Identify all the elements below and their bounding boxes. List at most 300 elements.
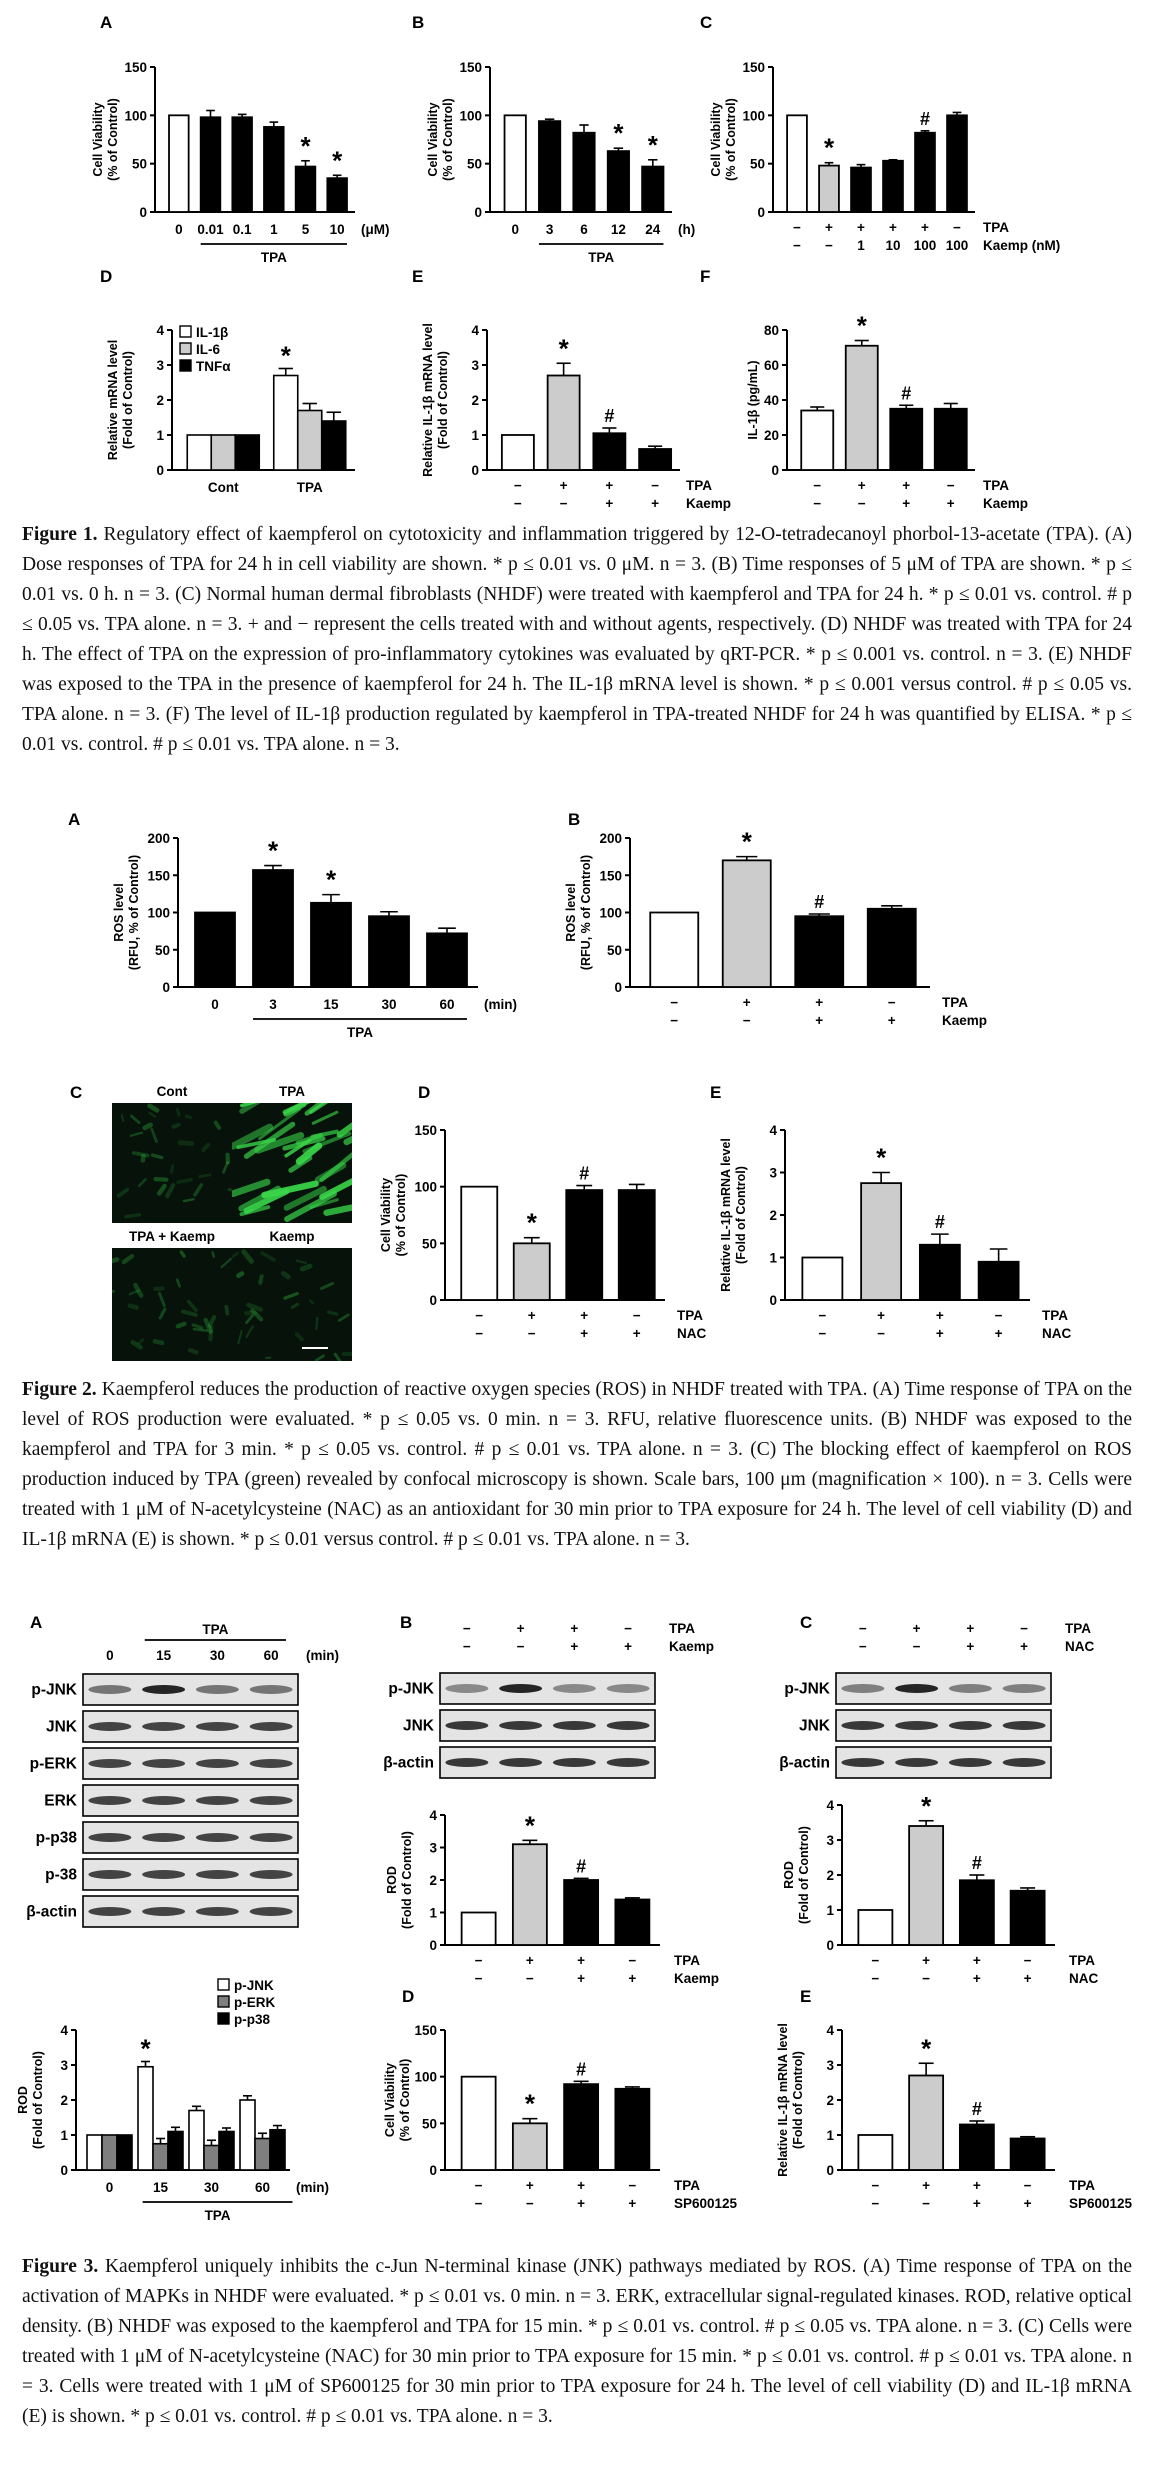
y-tick-label: 0 bbox=[429, 2163, 437, 2178]
blot-band-label: ERK bbox=[44, 1792, 77, 1810]
treatment-sign: − bbox=[474, 1953, 483, 1968]
legend-swatch bbox=[218, 2013, 229, 2024]
treatment-sign: + bbox=[972, 2178, 981, 2193]
treatment-row-label: Kaemp bbox=[686, 496, 732, 511]
treatment-row-label: SP600125 bbox=[1069, 2196, 1133, 2211]
x-tick-label: 0.01 bbox=[197, 222, 224, 237]
legend-label: p-JNK bbox=[234, 1978, 274, 1993]
y-tick-label: 2 bbox=[826, 1868, 834, 1883]
treatment-sign: + bbox=[559, 478, 568, 493]
treatment-sign: + bbox=[577, 2178, 586, 2193]
treatment-row-label: TPA bbox=[1065, 1621, 1091, 1636]
treatment-sign: + bbox=[889, 220, 897, 235]
y-axis-label: Relative IL-1β mRNA level bbox=[421, 323, 435, 477]
blot-band bbox=[88, 1759, 131, 1768]
x-tick-label: 60 bbox=[254, 2180, 271, 2195]
bar bbox=[564, 2084, 598, 2170]
treatment-sign: − bbox=[527, 1326, 536, 1341]
treatment-sign: + bbox=[935, 1326, 944, 1341]
y-axis-label: (% of Control) bbox=[398, 2058, 412, 2142]
y-axis-label: Relative IL-1β mRNA level bbox=[776, 2023, 790, 2177]
bar bbox=[270, 2130, 285, 2170]
treatment-sign: − bbox=[813, 496, 822, 511]
x-tick-label: Cont bbox=[207, 480, 239, 495]
y-axis-label: Relative mRNA level bbox=[106, 339, 120, 461]
y-tick-label: 40 bbox=[763, 393, 779, 408]
treatment-sign: + bbox=[857, 220, 865, 235]
blot-band bbox=[250, 1870, 293, 1879]
panel-label: E bbox=[412, 267, 424, 286]
treatment-row-label: SP600125 bbox=[674, 2196, 738, 2211]
figure-3-panel-c-blot bbox=[779, 1613, 1094, 1778]
blot-band bbox=[88, 1907, 131, 1916]
treatment-sign: − bbox=[513, 478, 522, 493]
treatment-sign: − bbox=[871, 2178, 880, 2193]
significance-star: * bbox=[613, 118, 624, 149]
y-axis-label: ROD bbox=[385, 1866, 399, 1894]
y-tick-label: 200 bbox=[147, 831, 170, 846]
bar bbox=[168, 2132, 183, 2171]
legend-swatch bbox=[218, 1979, 229, 1990]
x-unit-label: (min) bbox=[296, 2180, 329, 2195]
treatment-sign: − bbox=[628, 2178, 637, 2193]
treatment-sign: − bbox=[793, 238, 801, 253]
panel-label: C bbox=[800, 1613, 813, 1632]
treatment-sign: − bbox=[953, 220, 961, 235]
significance-star: * bbox=[140, 2033, 151, 2064]
bar bbox=[858, 2135, 892, 2170]
blot-band bbox=[553, 1758, 596, 1767]
y-axis-label: ROS level bbox=[112, 883, 126, 942]
blot-band bbox=[895, 1758, 938, 1767]
blot-band-label: p-JNK bbox=[784, 1680, 830, 1698]
y-tick-label: 100 bbox=[147, 905, 170, 921]
treatment-sign: − bbox=[818, 1326, 827, 1341]
significance-hash: # bbox=[576, 1856, 587, 1877]
treatment-sign: − bbox=[912, 1639, 921, 1654]
y-tick-label: 0 bbox=[429, 1293, 437, 1308]
treatment-sign: − bbox=[474, 2178, 483, 2193]
y-tick-label: 20 bbox=[763, 428, 779, 443]
x-tick-label: 1 bbox=[270, 222, 278, 237]
significance-star: * bbox=[921, 2033, 932, 2064]
y-axis-label: (Fold of Control) bbox=[31, 2051, 45, 2149]
blot-band bbox=[607, 1758, 650, 1767]
significance-star: * bbox=[876, 1142, 887, 1173]
blot-band bbox=[196, 1907, 239, 1916]
x-tick-label: 30 bbox=[381, 997, 397, 1012]
treatment-sign: − bbox=[871, 1971, 880, 1986]
y-tick-label: 0 bbox=[471, 463, 479, 478]
micrograph-label: TPA + Kaemp bbox=[129, 1229, 215, 1244]
significance-star: * bbox=[524, 1810, 535, 1841]
x-tick-label: 0 bbox=[511, 222, 519, 237]
bar bbox=[138, 2067, 153, 2170]
treatment-sign: − bbox=[858, 1621, 867, 1636]
y-tick-label: 50 bbox=[154, 942, 170, 958]
figure-3-panel-c-chart bbox=[782, 1791, 1098, 1986]
treatment-sign: − bbox=[462, 1621, 471, 1636]
treatment-sign: 10 bbox=[885, 238, 901, 253]
treatment-sign: − bbox=[1020, 1621, 1029, 1636]
blot-band bbox=[142, 1907, 185, 1916]
treatment-sign: − bbox=[516, 1639, 525, 1654]
micrograph-label: Cont bbox=[156, 1084, 188, 1099]
significance-star: * bbox=[526, 1207, 537, 1238]
blot-band-label: p-JNK bbox=[31, 1681, 77, 1699]
significance-star: * bbox=[280, 340, 291, 371]
y-tick-label: 2 bbox=[429, 1873, 437, 1888]
x-tick-label: 15 bbox=[323, 997, 339, 1012]
blot-band bbox=[142, 1833, 185, 1842]
y-tick-label: 3 bbox=[471, 358, 479, 373]
blot-band bbox=[445, 1721, 488, 1730]
treatment-row-label: NAC bbox=[1069, 1971, 1099, 1986]
panel-label: D bbox=[418, 1083, 431, 1102]
blot-band bbox=[142, 1796, 185, 1805]
treatment-sign: + bbox=[1023, 2196, 1032, 2211]
panel-label: D bbox=[100, 267, 113, 286]
blot-band bbox=[949, 1684, 992, 1693]
legend-label: p-ERK bbox=[234, 1995, 276, 2010]
blot-band bbox=[499, 1758, 542, 1767]
treatment-sign: − bbox=[857, 496, 866, 511]
bar bbox=[204, 2146, 219, 2171]
y-tick-label: 0 bbox=[429, 1938, 437, 1953]
panel-label: E bbox=[710, 1083, 722, 1102]
figure-2-caption-text: Kaempferol reduces the production of reactive oxygen species (ROS) in NHDF treated with TPA. (A) Time response of TPA on the level of ROS production were evaluated. * p ≤ 0.05 vs. 0 min. n = 3. RFU, relative fluorescence units. (B) NHDF was exposed to the kaempferol and TPA for 3 min. * p ≤ 0.05 vs. control. # p ≤ 0.01 vs. TPA alone. n = 3. (C) The blocking effect of kaempferol on ROS production induced by TPA (green) revealed by confocal microscopy is shown. Scale bars, 100 μm (magnification × 100). n = 3. Cells were treated with 1 μM of N-acetylcysteine (NAC) as an antioxidant for 30 min prior to TPA exposure for 24 h. The level of cell viability (D) and IL-1β mRNA (E) is shown. * p ≤ 0.01 versus control. # p ≤ 0.01 vs. TPA alone. n = 3. bbox=[22, 1379, 1133, 1550]
y-axis-label: (RFU, % of Control) bbox=[127, 854, 141, 971]
treatment-sign: − bbox=[462, 1639, 471, 1654]
y-axis-label: (% of Control) bbox=[441, 98, 455, 181]
blot-band bbox=[250, 1685, 293, 1694]
bar bbox=[564, 1880, 598, 1945]
bar bbox=[960, 2125, 994, 2171]
treatment-sign: + bbox=[651, 496, 660, 511]
treatment-row-label: TPA bbox=[686, 478, 712, 493]
bar bbox=[909, 2076, 943, 2171]
blot-band bbox=[895, 1721, 938, 1730]
figure-3-panel-b-chart bbox=[385, 1808, 719, 1986]
x-tick-label: 12 bbox=[610, 222, 626, 237]
y-tick-label: 2 bbox=[471, 393, 479, 408]
treatment-sign: + bbox=[972, 2196, 981, 2211]
blot-band bbox=[250, 1722, 293, 1731]
y-tick-label: 150 bbox=[147, 868, 170, 884]
blot-band bbox=[841, 1684, 884, 1693]
significance-hash: # bbox=[971, 2099, 982, 2119]
y-axis-label: (RFU, % of Control) bbox=[579, 854, 593, 971]
treatment-row-label: NAC bbox=[1042, 1326, 1072, 1341]
blot-band bbox=[949, 1758, 992, 1767]
y-axis-label: Relative IL-1β mRNA level bbox=[719, 1138, 733, 1292]
lane-label: 15 bbox=[156, 1648, 172, 1663]
figure-3-panel-b-blot bbox=[383, 1613, 714, 1778]
significance-hash: # bbox=[579, 1163, 590, 1184]
y-tick-label: 100 bbox=[599, 905, 622, 921]
x-tick-label: 3 bbox=[269, 997, 277, 1012]
significance-hash: # bbox=[901, 383, 912, 404]
y-tick-label: 0 bbox=[826, 2163, 834, 2178]
treatment-row-label: TPA bbox=[669, 1621, 695, 1636]
y-tick-label: 150 bbox=[414, 1123, 437, 1138]
y-tick-label: 4 bbox=[429, 1808, 437, 1823]
treatment-sign: − bbox=[651, 478, 660, 493]
y-tick-label: 1 bbox=[826, 1903, 834, 1918]
y-tick-label: 0 bbox=[769, 1293, 777, 1308]
treatment-sign: + bbox=[815, 995, 824, 1010]
treatment-row-label: TPA bbox=[674, 2178, 700, 2193]
treatment-sign: + bbox=[605, 478, 614, 493]
y-axis-label: Cell Viability bbox=[709, 102, 723, 177]
x-tick-label: TPA bbox=[296, 480, 323, 495]
treatment-sign: + bbox=[580, 1326, 589, 1341]
panel-label: C bbox=[70, 1083, 83, 1102]
y-tick-label: 3 bbox=[429, 1840, 437, 1856]
treatment-sign: + bbox=[815, 1013, 824, 1028]
y-axis-label: (% of Control) bbox=[106, 98, 120, 181]
y-tick-label: 0 bbox=[474, 205, 482, 220]
panel-label: F bbox=[700, 267, 711, 286]
treatment-sign: + bbox=[570, 1639, 579, 1654]
bar bbox=[189, 2111, 204, 2171]
significance-star: * bbox=[823, 132, 835, 163]
treatment-sign: + bbox=[580, 1308, 589, 1323]
figure-3-caption-lead: Figure 3. bbox=[22, 2256, 99, 2277]
blot-band-label: β-actin bbox=[383, 1754, 434, 1772]
treatment-sign: + bbox=[972, 1971, 981, 1986]
blot-band bbox=[196, 1759, 239, 1768]
x-tick-label: 3 bbox=[545, 222, 554, 237]
treatment-row-label: TPA bbox=[942, 995, 968, 1010]
significance-star: * bbox=[300, 130, 311, 161]
y-axis-label: Cell Viability bbox=[379, 1177, 393, 1253]
treatment-row-label: Kaemp bbox=[674, 1971, 720, 1986]
x-tick-label: 15 bbox=[152, 2180, 169, 2195]
bar bbox=[1011, 1891, 1045, 1945]
y-tick-label: 4 bbox=[769, 1123, 777, 1138]
bar bbox=[909, 1826, 943, 1945]
treatment-sign: + bbox=[912, 1621, 921, 1636]
figure-2-caption-lead: Figure 2. bbox=[22, 1379, 97, 1400]
treatment-sign: + bbox=[527, 1308, 536, 1323]
y-tick-label: 3 bbox=[826, 1833, 834, 1848]
y-tick-label: 2 bbox=[826, 2093, 834, 2108]
panel-label: B bbox=[568, 810, 581, 829]
blot-band bbox=[142, 1870, 185, 1879]
blot-band-label: JNK bbox=[45, 1718, 77, 1736]
y-tick-label: 0 bbox=[60, 2163, 68, 2178]
treatment-row-label: TPA bbox=[1069, 1953, 1095, 1968]
group-label: TPA bbox=[204, 2208, 231, 2223]
y-tick-label: 4 bbox=[156, 323, 164, 338]
y-tick-label: 3 bbox=[156, 358, 164, 373]
significance-star: * bbox=[921, 1790, 932, 1821]
legend-label: IL-6 bbox=[196, 342, 221, 357]
significance-star: * bbox=[325, 864, 337, 895]
bar bbox=[240, 2100, 255, 2170]
blot-band bbox=[895, 1684, 938, 1693]
panel-label: B bbox=[400, 1613, 413, 1632]
blot-band bbox=[949, 1721, 992, 1730]
blot-band bbox=[142, 1759, 185, 1768]
treatment-row-label: Kaemp bbox=[669, 1639, 715, 1654]
treatment-sign: − bbox=[475, 1326, 484, 1341]
blot-band-label: JNK bbox=[798, 1717, 830, 1735]
x-unit-label: (h) bbox=[678, 222, 696, 237]
figure-3-panel-e bbox=[776, 1987, 1133, 2211]
treatment-row-label: TPA bbox=[1042, 1308, 1068, 1323]
treatment-row-label: NAC bbox=[1065, 1639, 1095, 1654]
legend-label: IL-1β bbox=[196, 325, 229, 340]
y-tick-label: 1 bbox=[826, 2128, 834, 2143]
blot-band bbox=[250, 1907, 293, 1916]
blot-band bbox=[1003, 1684, 1046, 1693]
x-tick-label: 0 bbox=[211, 997, 219, 1012]
y-tick-label: 100 bbox=[459, 108, 482, 124]
significance-hash: # bbox=[576, 2059, 587, 2080]
bar bbox=[462, 2077, 496, 2170]
y-tick-label: 0 bbox=[614, 980, 622, 995]
y-axis-label: ROD bbox=[782, 1861, 796, 1889]
y-tick-label: 4 bbox=[471, 323, 479, 338]
y-tick-label: 50 bbox=[421, 1236, 437, 1252]
figure-3-panel-a-blot bbox=[26, 1613, 339, 1927]
y-tick-label: 150 bbox=[124, 60, 147, 75]
treatment-sign: + bbox=[605, 496, 614, 511]
y-tick-label: 50 bbox=[466, 156, 482, 172]
treatment-sign: + bbox=[628, 2196, 637, 2211]
treatment-row-label: Kaemp bbox=[983, 496, 1029, 511]
micrograph-label: Kaemp bbox=[269, 1229, 315, 1244]
y-axis-label: (Fold of Control) bbox=[734, 1166, 748, 1264]
blot-band bbox=[841, 1758, 884, 1767]
blot-band bbox=[88, 1833, 131, 1842]
treatment-sign: + bbox=[624, 1639, 633, 1654]
treatment-sign: + bbox=[922, 1953, 931, 1968]
y-tick-label: 50 bbox=[606, 942, 622, 958]
treatment-sign: − bbox=[1023, 1953, 1032, 1968]
y-axis-label: (Fold of Control) bbox=[797, 1826, 811, 1924]
blot-band-label: p-p38 bbox=[35, 1829, 77, 1847]
y-tick-label: 100 bbox=[742, 108, 765, 124]
treatment-sign: + bbox=[628, 1971, 637, 1986]
y-axis-label: (% of Control) bbox=[394, 1173, 408, 1257]
y-tick-label: 4 bbox=[826, 2023, 834, 2038]
treatment-row-label: TPA bbox=[983, 478, 1009, 493]
treatment-sign: − bbox=[559, 496, 568, 511]
treatment-sign: − bbox=[474, 1971, 483, 1986]
y-tick-label: 150 bbox=[742, 60, 765, 75]
y-tick-label: 2 bbox=[156, 393, 164, 408]
y-tick-label: 4 bbox=[826, 1798, 834, 1813]
lane-label: 30 bbox=[209, 1648, 225, 1663]
group-label: TPA bbox=[260, 250, 287, 265]
y-tick-label: 150 bbox=[414, 2023, 437, 2038]
significance-hash: # bbox=[919, 108, 931, 129]
legend-swatch bbox=[218, 1996, 229, 2007]
treatment-sign: − bbox=[922, 1971, 931, 1986]
group-label: TPA bbox=[347, 1025, 373, 1040]
x-tick-label: 0 bbox=[105, 2180, 114, 2195]
treatment-sign: − bbox=[994, 1308, 1003, 1323]
x-unit-label: (μM) bbox=[361, 222, 390, 237]
panel-label: D bbox=[402, 1987, 415, 2006]
figure-3-caption-text: Kaempferol uniquely inhibits the c-Jun N-terminal kinase (JNK) pathways mediated by ROS. (A) Time response of TPA on the activation of MAPKs in NHDF were evaluated. * p ≤ 0.01 vs. 0 min. n = 3. ERK, extracellular signal-regulated kinases. ROD, relative optical density. (B) NHDF was exposed to the kaempferol and TPA for 15 min. * p ≤ 0.01 vs. control. # p ≤ 0.05 vs. TPA alone. n = 3. (C) Cells were treated with 1 μM of N-acetylcysteine (NAC) for 30 min prior to TPA exposure for 15 min. * p ≤ 0.01 vs. control. # p ≤ 0.01 vs. TPA alone. n = 3. Cells were treated with 1 μM of SP600125 for 30 min prior to TPA exposure for 24 h. The level of cell viability (D) and IL-1β mRNA (E) is shown. * p ≤ 0.01 vs. control. # p ≤ 0.01 vs. TPA alone. n = 3. bbox=[22, 2256, 1132, 2427]
treatment-sign: − bbox=[525, 1971, 534, 1986]
treatment-sign: + bbox=[922, 2178, 931, 2193]
blot-band bbox=[553, 1721, 596, 1730]
bar bbox=[615, 1900, 649, 1946]
y-tick-label: 1 bbox=[769, 1250, 777, 1266]
treatment-sign: − bbox=[818, 1308, 827, 1323]
blot-band bbox=[841, 1721, 884, 1730]
y-tick-label: 60 bbox=[763, 358, 779, 373]
y-tick-label: 150 bbox=[459, 60, 482, 75]
treatment-sign: + bbox=[742, 995, 751, 1010]
significance-star: * bbox=[524, 2088, 535, 2119]
treatment-sign: + bbox=[946, 496, 955, 511]
treatment-sign: + bbox=[994, 1326, 1003, 1341]
bar bbox=[117, 2135, 132, 2170]
y-tick-label: 0 bbox=[139, 205, 147, 220]
treatment-sign: + bbox=[972, 1953, 981, 1968]
treatment-sign: + bbox=[921, 220, 929, 235]
y-tick-label: 1 bbox=[471, 428, 479, 443]
treatment-sign: + bbox=[577, 1953, 586, 1968]
treatment-sign: − bbox=[628, 1953, 637, 1968]
treatment-sign: − bbox=[858, 1639, 867, 1654]
group-label: TPA bbox=[202, 1622, 229, 1637]
significance-hash: # bbox=[934, 1212, 945, 1233]
treatment-sign: + bbox=[577, 1971, 586, 1986]
treatment-row-label: Kaemp (nM) bbox=[983, 238, 1061, 253]
treatment-sign: + bbox=[857, 478, 866, 493]
x-tick-label: 10 bbox=[329, 222, 345, 237]
significance-hash: # bbox=[814, 891, 825, 912]
blot-band-label: p-38 bbox=[45, 1866, 77, 1884]
bar bbox=[1011, 2139, 1045, 2171]
y-tick-label: 100 bbox=[414, 2069, 437, 2085]
treatment-sign: − bbox=[670, 1013, 679, 1028]
bar bbox=[219, 2132, 234, 2171]
y-axis-label: (Fold of Control) bbox=[791, 2051, 805, 2149]
y-tick-label: 0 bbox=[757, 205, 765, 220]
treatment-sign: + bbox=[966, 1621, 975, 1636]
blot-band bbox=[196, 1796, 239, 1805]
group-label: TPA bbox=[588, 250, 615, 265]
significance-star: * bbox=[267, 835, 279, 866]
bar bbox=[615, 2089, 649, 2170]
treatment-row-label: Kaemp bbox=[942, 1013, 988, 1028]
y-axis-label: (% of Control) bbox=[724, 98, 738, 181]
treatment-sign: + bbox=[887, 1013, 896, 1028]
treatment-sign: − bbox=[793, 220, 801, 235]
blot-band bbox=[499, 1684, 542, 1693]
treatment-sign: − bbox=[813, 478, 822, 493]
figure-1-caption-text: Regulatory effect of kaempferol on cytotoxicity and inflammation triggered by 12-O-tetradecanoyl phorbol-13-acetate (TPA). (A) Dose responses of TPA for 24 h in cell viability are shown. * p ≤ 0.01 vs. 0 μM. n = 3. (B) Time responses of 5 μM of TPA are shown. * p ≤ 0.01 vs. 0 h. n = 3. (C) Normal human dermal fibroblasts (NHDF) were treated with kaempferol and TPA for 24 h. * p ≤ 0.01 vs. control. # p ≤ 0.05 vs. TPA alone. n = 3. + and − represent the cells treated with and without agents, respectively. (D) NHDF was treated with TPA for 24 h. The effect of TPA on the expression of pro-inflammatory cytokines was evaluated by qRT-PCR. * p ≤ 0.001 vs. control. n = 3. (E) NHDF was exposed to the TPA in the presence of kaempferol for 24 h. The IL-1β mRNA level is shown. * p ≤ 0.001 versus control. # p ≤ 0.05 vs. TPA alone. n = 3. (F) The level of IL-1β production regulated by kaempferol in TPA-treated NHDF for 24 h was quantified by ELISA. * p ≤ 0.01 vs. control. # p ≤ 0.01 vs. TPA alone. n = 3. bbox=[22, 524, 1132, 755]
lane-label: 60 bbox=[263, 1648, 279, 1663]
lane-unit-label: (min) bbox=[306, 1648, 339, 1663]
significance-hash: # bbox=[971, 1853, 982, 1873]
treatment-sign: + bbox=[570, 1621, 579, 1636]
y-tick-label: 0 bbox=[771, 463, 779, 478]
x-tick-label: 30 bbox=[203, 2180, 220, 2195]
treatment-sign: + bbox=[525, 1953, 534, 1968]
treatment-sign: + bbox=[935, 1308, 944, 1323]
figure-3-panel-d bbox=[383, 1987, 738, 2211]
treatment-sign: 100 bbox=[913, 238, 937, 253]
